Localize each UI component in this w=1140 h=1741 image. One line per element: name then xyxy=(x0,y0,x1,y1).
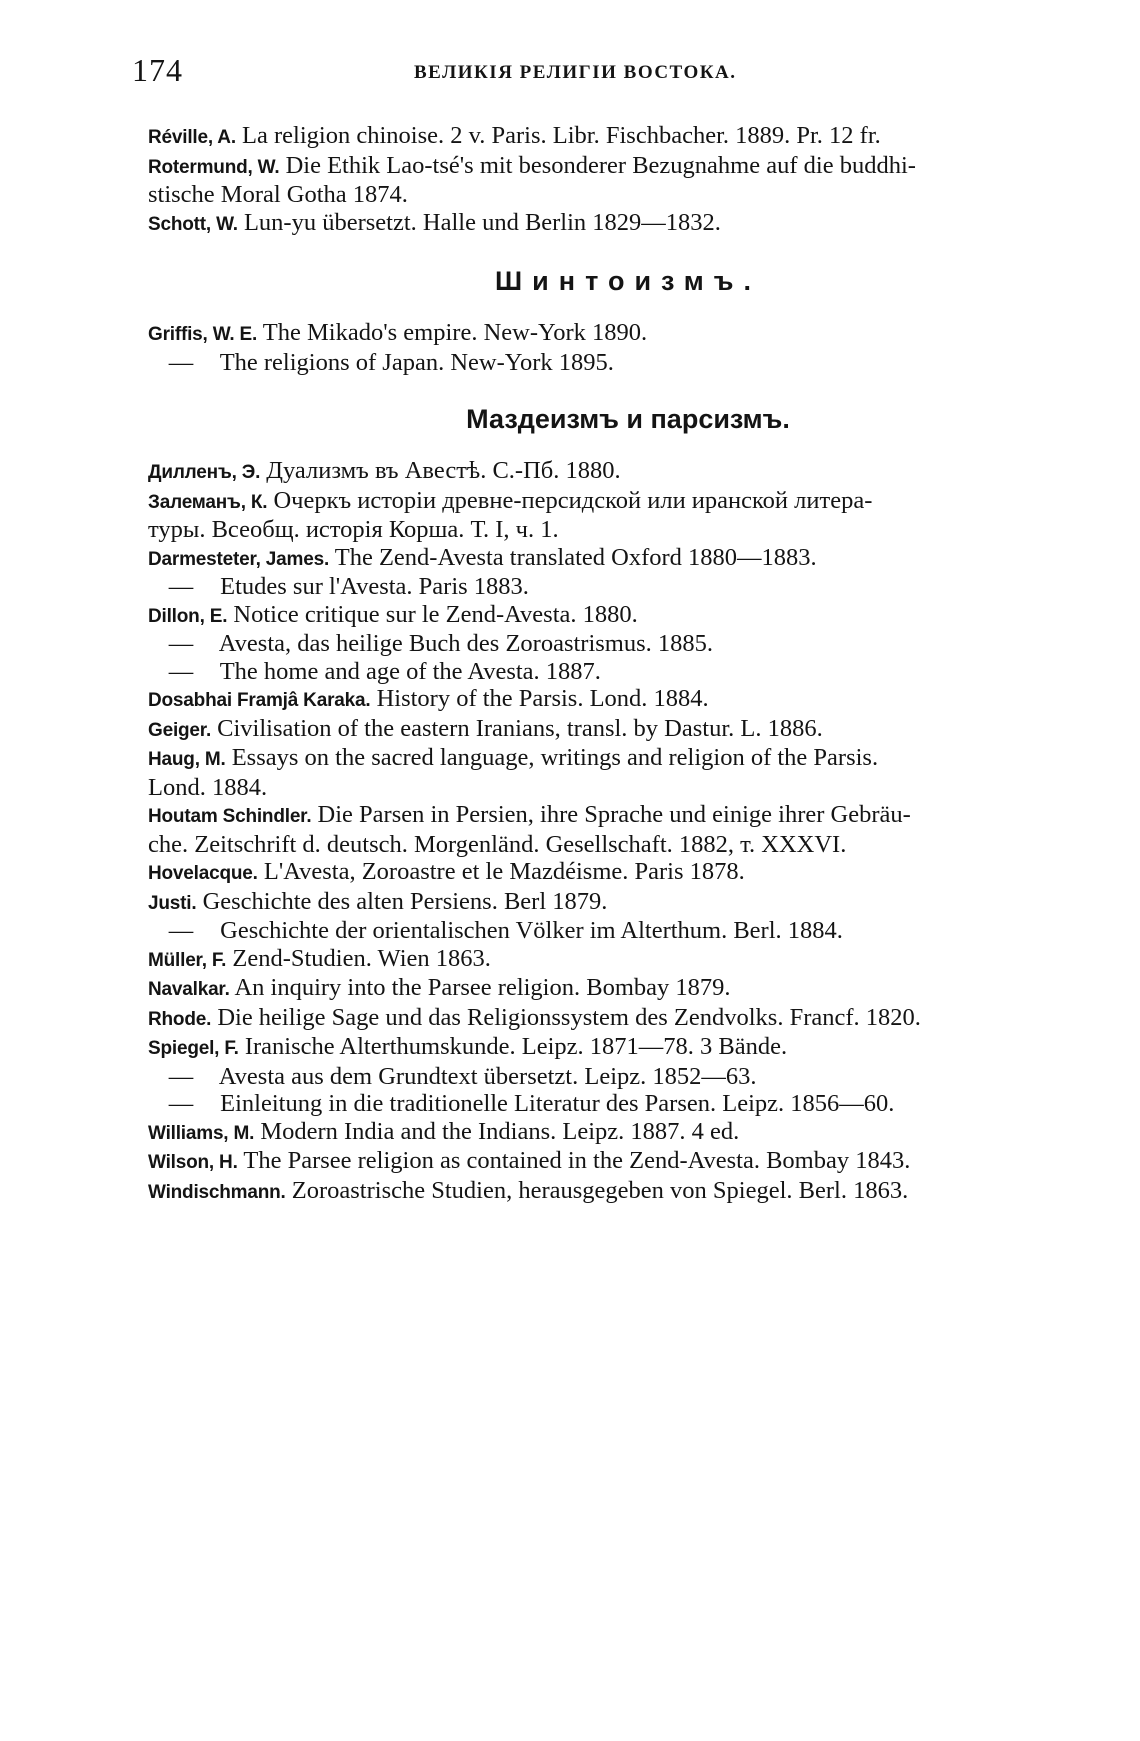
entry-author: Justi. xyxy=(148,892,197,914)
entry-text: Notice critique sur le Zend-Avesta. 1880. xyxy=(233,600,638,628)
entry-continuation: stische Moral Gotha 1874. xyxy=(148,181,408,208)
entry-text: The Parsee religion as contained in the Zend-Avesta. Bombay 1843. xyxy=(243,1147,911,1174)
section-heading: Шинтоизмъ. xyxy=(495,266,761,296)
bibliography-entry xyxy=(148,1063,1108,1091)
entry-author: Réville, A. xyxy=(148,127,236,148)
entry-author: Houtam Schindler. xyxy=(148,806,312,827)
entry-author: Schott, W. xyxy=(148,213,238,235)
ditto-mark: — xyxy=(168,573,194,600)
entry-text: The religions of Japan. New-York 1895. xyxy=(219,348,614,376)
entry-text: Zend-Studien. Wien 1863. xyxy=(232,944,491,972)
entry-author: Dillon, E. xyxy=(148,605,228,627)
ditto-mark: — xyxy=(168,917,194,944)
bibliography-entry xyxy=(148,974,1108,1004)
bibliography-entry xyxy=(148,715,1108,745)
ditto-mark: — xyxy=(168,1062,194,1090)
entry-text: Avesta aus dem Grundtext übersetzt. Leipz. 1852—63. xyxy=(218,1062,757,1090)
entry-author: Windischmann. xyxy=(148,1181,286,1203)
entry-text: Civilisation of the eastern Iranians, transl. by Dastur. L. 1886. xyxy=(217,714,823,742)
ditto-mark: — xyxy=(168,1090,194,1117)
entry-author: Rotermund, W. xyxy=(148,156,280,178)
bibliography xyxy=(148,122,1108,1206)
entry-text: Die Parsen in Persien, ihre Sprache und einige ihrer Gebräu- xyxy=(317,801,911,828)
entry-text: Lun-yu übersetzt. Halle und Berlin 1829—1832. xyxy=(243,208,721,236)
bibliography-entry xyxy=(148,601,1108,631)
entry-text: Дуализмъ въ Авестѣ. С.-Пб. 1880. xyxy=(266,457,621,484)
bibliography-entry xyxy=(148,573,1108,601)
bibliography-entry xyxy=(148,630,1108,658)
bibliography-entry xyxy=(148,457,1108,487)
bibliography-entry xyxy=(148,1177,1108,1207)
bibliography-entry xyxy=(148,744,1108,801)
entry-text: L'Avesta, Zoroastre et le Mazdéisme. Paris 1878. xyxy=(263,858,745,885)
bibliography-entry xyxy=(148,122,1108,152)
entry-author: Darmesteter, James. xyxy=(148,548,330,570)
entry-text: Die heilige Sage und das Religionssystem des Zendvolks. Francf. 1820. xyxy=(217,1003,921,1031)
entry-text: Essays on the sacred language, writings and religion of the Parsis. xyxy=(231,744,879,771)
entry-text: The Zend-Avesta translated Oxford 1880—1883. xyxy=(334,543,817,571)
entry-text: Modern India and the Indians. Leipz. 1887. 4 ed. xyxy=(260,1117,740,1145)
bibliography-entry xyxy=(148,544,1108,574)
entry-continuation: Lond. 1884. xyxy=(148,773,268,801)
entry-continuation: che. Zeitschrift d. deutsch. Morgenländ. Gesellschaft. 1882, т. XXXVI. xyxy=(148,830,847,858)
bibliography-entry xyxy=(148,1147,1108,1177)
entry-text: Avesta, das heilige Buch des Zoroastrismus. 1885. xyxy=(218,630,714,657)
entry-text: History of the Parsis. Lond. 1884. xyxy=(376,685,709,712)
bibliography-entry xyxy=(148,685,1108,715)
entry-text: Geschichte des alten Persiens. Berl 1879. xyxy=(202,887,608,915)
entry-author: Залеманъ, К. xyxy=(148,491,268,513)
entry-text: Einleitung in die traditionelle Literatur des Parsen. Leipz. 1856—60. xyxy=(220,1090,895,1117)
entry-text: Zoroastrische Studien, herausgegeben von Spiegel. Berl. 1863. xyxy=(291,1176,909,1204)
entry-author: Müller, F. xyxy=(148,949,227,971)
entry-text: The home and age of the Avesta. 1887. xyxy=(219,657,601,685)
ditto-mark: — xyxy=(168,657,194,685)
entry-text: An inquiry into the Parsee religion. Bombay 1879. xyxy=(234,974,731,1001)
bibliography-entry xyxy=(148,917,1108,945)
entry-author: Navalkar. xyxy=(148,979,230,1000)
bibliography-entry xyxy=(148,487,1108,544)
entry-author: Griffis, W. E. xyxy=(148,324,258,345)
bibliography-section xyxy=(148,266,1108,376)
bibliography-entry xyxy=(148,1004,1108,1034)
entry-author: Spiegel, F. xyxy=(148,1038,239,1059)
bibliography-entry xyxy=(148,658,1108,686)
entry-continuation: туры. Всеобщ. исторія Корша. Т. I, ч. 1. xyxy=(148,516,559,543)
bibliography-entry xyxy=(148,858,1108,888)
entry-text: Geschichte der orientalischen Völker im Alterthum. Berl. 1884. xyxy=(220,917,843,944)
bibliography-entry xyxy=(148,888,1108,918)
page-number: 174 xyxy=(132,52,183,88)
entry-author: Wilson, H. xyxy=(148,1152,238,1173)
entry-text: Die Ethik Lao-tsé's mit besonderer Bezugnahme auf die buddhi- xyxy=(285,151,916,179)
bibliography-entry xyxy=(148,801,1108,858)
bibliography-entry xyxy=(148,152,1108,209)
bibliography-entry xyxy=(148,1090,1108,1118)
ditto-mark: — xyxy=(168,348,194,376)
bibliography-entry xyxy=(148,319,1108,349)
bibliography-section xyxy=(148,122,1108,238)
entry-author: Hovelacque. xyxy=(148,863,258,884)
running-title: ВЕЛИКІЯ РЕЛИГІИ ВОСТОКА. xyxy=(414,62,737,83)
bibliography-entry xyxy=(148,1118,1108,1148)
entry-author: Haug, M. xyxy=(148,749,226,770)
entry-text: The Mikado's empire. New-York 1890. xyxy=(262,319,648,346)
entry-text: La religion chinoise. 2 v. Paris. Libr. Fischbacher. 1889. Pr. 12 fr. xyxy=(242,122,881,149)
entry-text: Etudes sur l'Avesta. Paris 1883. xyxy=(220,573,529,600)
bibliography-entry xyxy=(148,1033,1108,1063)
ditto-mark: — xyxy=(168,630,194,657)
entry-text: Очеркъ исторіи древне-персидской или иранской литера- xyxy=(273,486,873,514)
entry-text: Iranische Alterthumskunde. Leipz. 1871—78. 3 Bände. xyxy=(244,1033,788,1060)
section-heading: Маздеизмъ и парсизмъ. xyxy=(466,404,790,434)
bibliography-entry xyxy=(148,209,1108,239)
bibliography-section xyxy=(148,404,1108,1206)
bibliography-entry xyxy=(148,349,1108,377)
page-header xyxy=(132,52,1012,96)
entry-author: Geiger. xyxy=(148,719,212,741)
entry-author: Williams, M. xyxy=(148,1122,255,1144)
entry-author: Дилленъ, Э. xyxy=(148,462,261,483)
entry-author: Rhode. xyxy=(148,1008,212,1030)
entry-author: Dosabhai Framjâ Karaka. xyxy=(148,690,371,711)
bibliography-entry xyxy=(148,945,1108,975)
